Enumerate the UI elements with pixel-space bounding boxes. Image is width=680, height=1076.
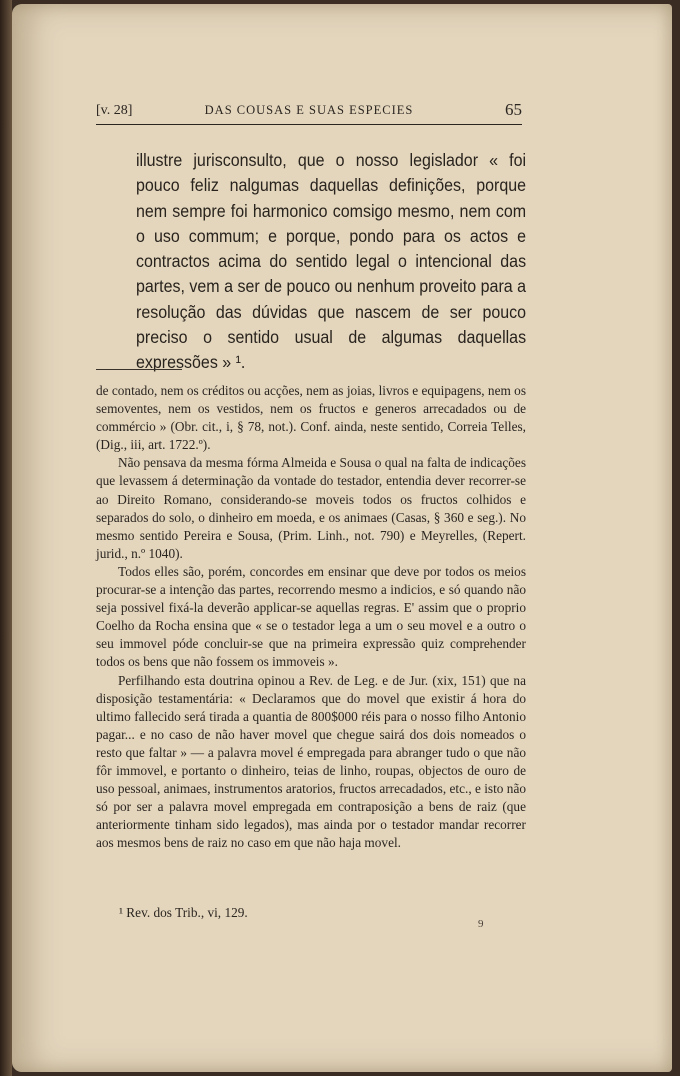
note-paragraph: Todos elles são, porém, concordes em ensinar que deve por todos os meios procurar-se a intenção das partes, recorrendo mesmo a indicios, e só quando não seja possivel fixá-la deverão applicar-se aquellas regras. E' assim que o proprio Coelho da Rocha ensina que « se o testador lega a um o seu movel e a outro o seu immovel póde concluir-se que na primeira expressão quiz comprehender todos os bens que não fossem os immoveis ». — [96, 563, 526, 670]
note-paragraph: de contado, nem os créditos ou acções, nem as joias, livros e equipagens, nem os semoventes, nem os vestidos, nem os fructos e generos arrecadados ou de commércio » (Obr. cit., i, § 78, not.). Conf. ainda, neste sentido, Correia Telles, (Dig., iii, art. 1722.º). — [96, 383, 526, 453]
signature-mark: 9 — [478, 918, 484, 930]
page-number: 65 — [505, 100, 522, 119]
book-binding-edge — [0, 0, 12, 1076]
notes-block — [96, 382, 526, 852]
running-title: DAS COUSAS E SUAS ESPECIES — [204, 103, 414, 117]
footnote: ¹ Rev. dos Trib., vi, 129. — [119, 905, 248, 920]
running-header — [96, 100, 522, 125]
footnote-separator — [96, 369, 182, 370]
note-paragraph: Não pensava da mesma fórma Almeida e Sousa o qual na falta de indicações que levassem á determinação da vontade do testador, entendia dever recorrer-se ao Direito Romano, considerando-se moveis todos os fructos colhidos e separados do solo, o dinheiro em moeda, e os animaes (Casas, § 360 e seg.). No mesmo sentido Pereira e Sousa, (Prim. Linh., not. 790) e Meyrelles, (Repert. jurid., n.º 1040). — [96, 455, 526, 561]
section-reference: [v. 28] — [96, 103, 133, 118]
note-paragraph: Perfilhando esta doutrina opinou a Rev. de Leg. e de Jur. (xix, 151) que na disposição testamentária: « Declaramos que do movel que existir á hora do ultimo fallecido será tirada a quantia de 800$000 réis para o nosso filho Antonio pagar... e no caso de não haver movel que chegue sairá dos dois nomeados o resto que faltar » — a palavra movel é empregada para abranger tudo o que não fôr immovel, e portanto o dinheiro, teias de linho, roupas, objectos de ouro de uso pessoal, animaes, instrumentos aratorios, fructos arrecadados, etc., e isto não só por ser a palavra movel empregada em contraposição a bens de raiz (que anteriormente tinham sido legados), mas ainda por o testador mandar recorrer aos mesmos bens de raiz no caso em que não haja movel. — [96, 672, 526, 851]
main-text: illustre jurisconsulto, que o nosso legislador « foi pouco feliz nalgumas daquellas definições, porque nem sempre foi harmonico comsigo mesmo, nem com o uso commum; e porque, pondo para os actos e contractos acima do sentido legal o intencional das partes, vem a ser de pouco ou nenhum proveito para a resolução das dúvidas que nascem de ser pouco preciso o sentido usual de algumas daquellas expressões » ¹. — [136, 150, 527, 373]
